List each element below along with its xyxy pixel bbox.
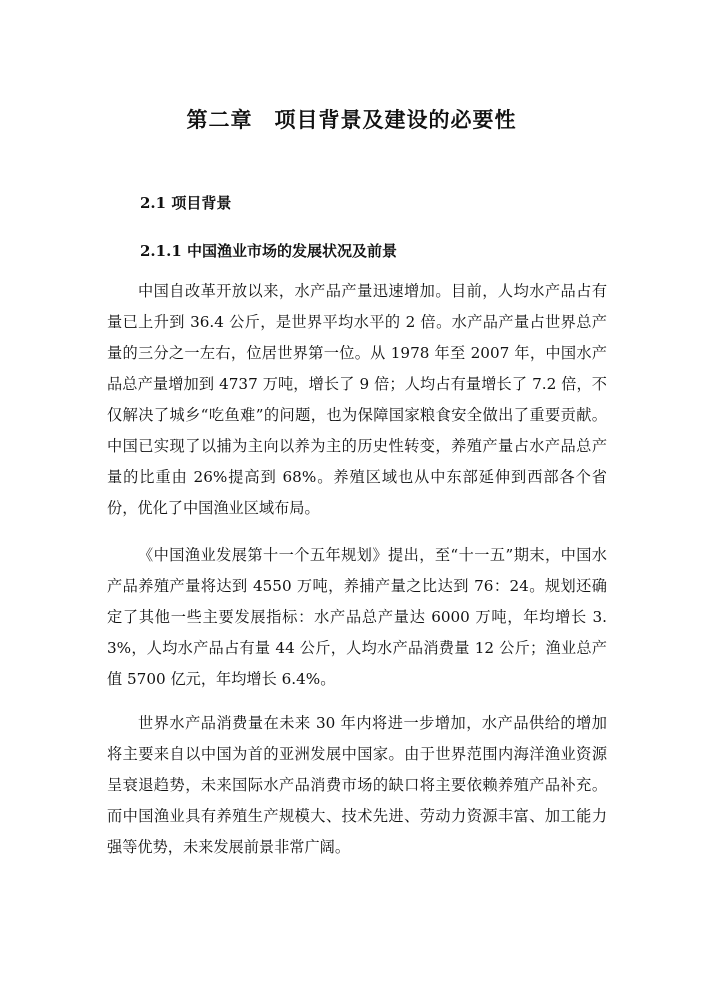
- section-heading: 2.1 项目背景: [140, 194, 232, 212]
- chapter-name: 项目背景及建设的必要性: [274, 107, 517, 132]
- chapter-title: [0, 104, 703, 134]
- paragraph-five-year-plan: 《中国渔业发展第十一个五年规划》提出，至“十一五”期末，中国水产品养殖产量将达到 4550 万吨，养捕产量之比达到 76：24。规划还确定了其他一些主要发展指标：水产品总产量达 6000 万吨，年均增长 3.3%，人均水产品占有量 44 公斤，人均水产品消费量 12 公斤；渔业总产值 5700 亿元，年均增长 6.4%。: [107, 546, 607, 688]
- paragraph-fishery-growth: 中国自改革开放以来，水产品产量迅速增加。目前，人均水产品占有量已上升到 36.4 公斤，是世界平均水平的 2 倍。水产品产量占世界总产量的三分之一左右，位居世界第一位。从 1978 年至 2007 年，中国水产品总产量增加到 4737 万吨，增长了 9 倍；人均占有量增长了 7.2 倍，不仅解决了城乡“吃鱼难”的问题，也为保障国家粮食安全做出了重要贡献。中国已实现了以捕为主向以养为主的历史性转变，养殖产量占水产品总产量的比重由 26%提高到 68%。养殖区域也从中东部延伸到西部各个省份，优化了中国渔业区域布局。: [107, 282, 607, 517]
- chapter-number: 第二章: [186, 107, 253, 132]
- paragraph-world-outlook: 世界水产品消费量在未来 30 年内将进一步增加，水产品供给的增加将主要来自以中国为首的亚洲发展中国家。由于世界范围内海洋渔业资源呈衰退趋势，未来国际水产品消费市场的缺口将主要依赖养殖产品补充。而中国渔业具有养殖生产规模大、技术先进、劳动力资源丰富、加工能力强等优势，未来发展前景非常广阔。: [107, 714, 607, 856]
- subsection-heading: 2.1.1 中国渔业市场的发展状况及前景: [140, 242, 397, 260]
